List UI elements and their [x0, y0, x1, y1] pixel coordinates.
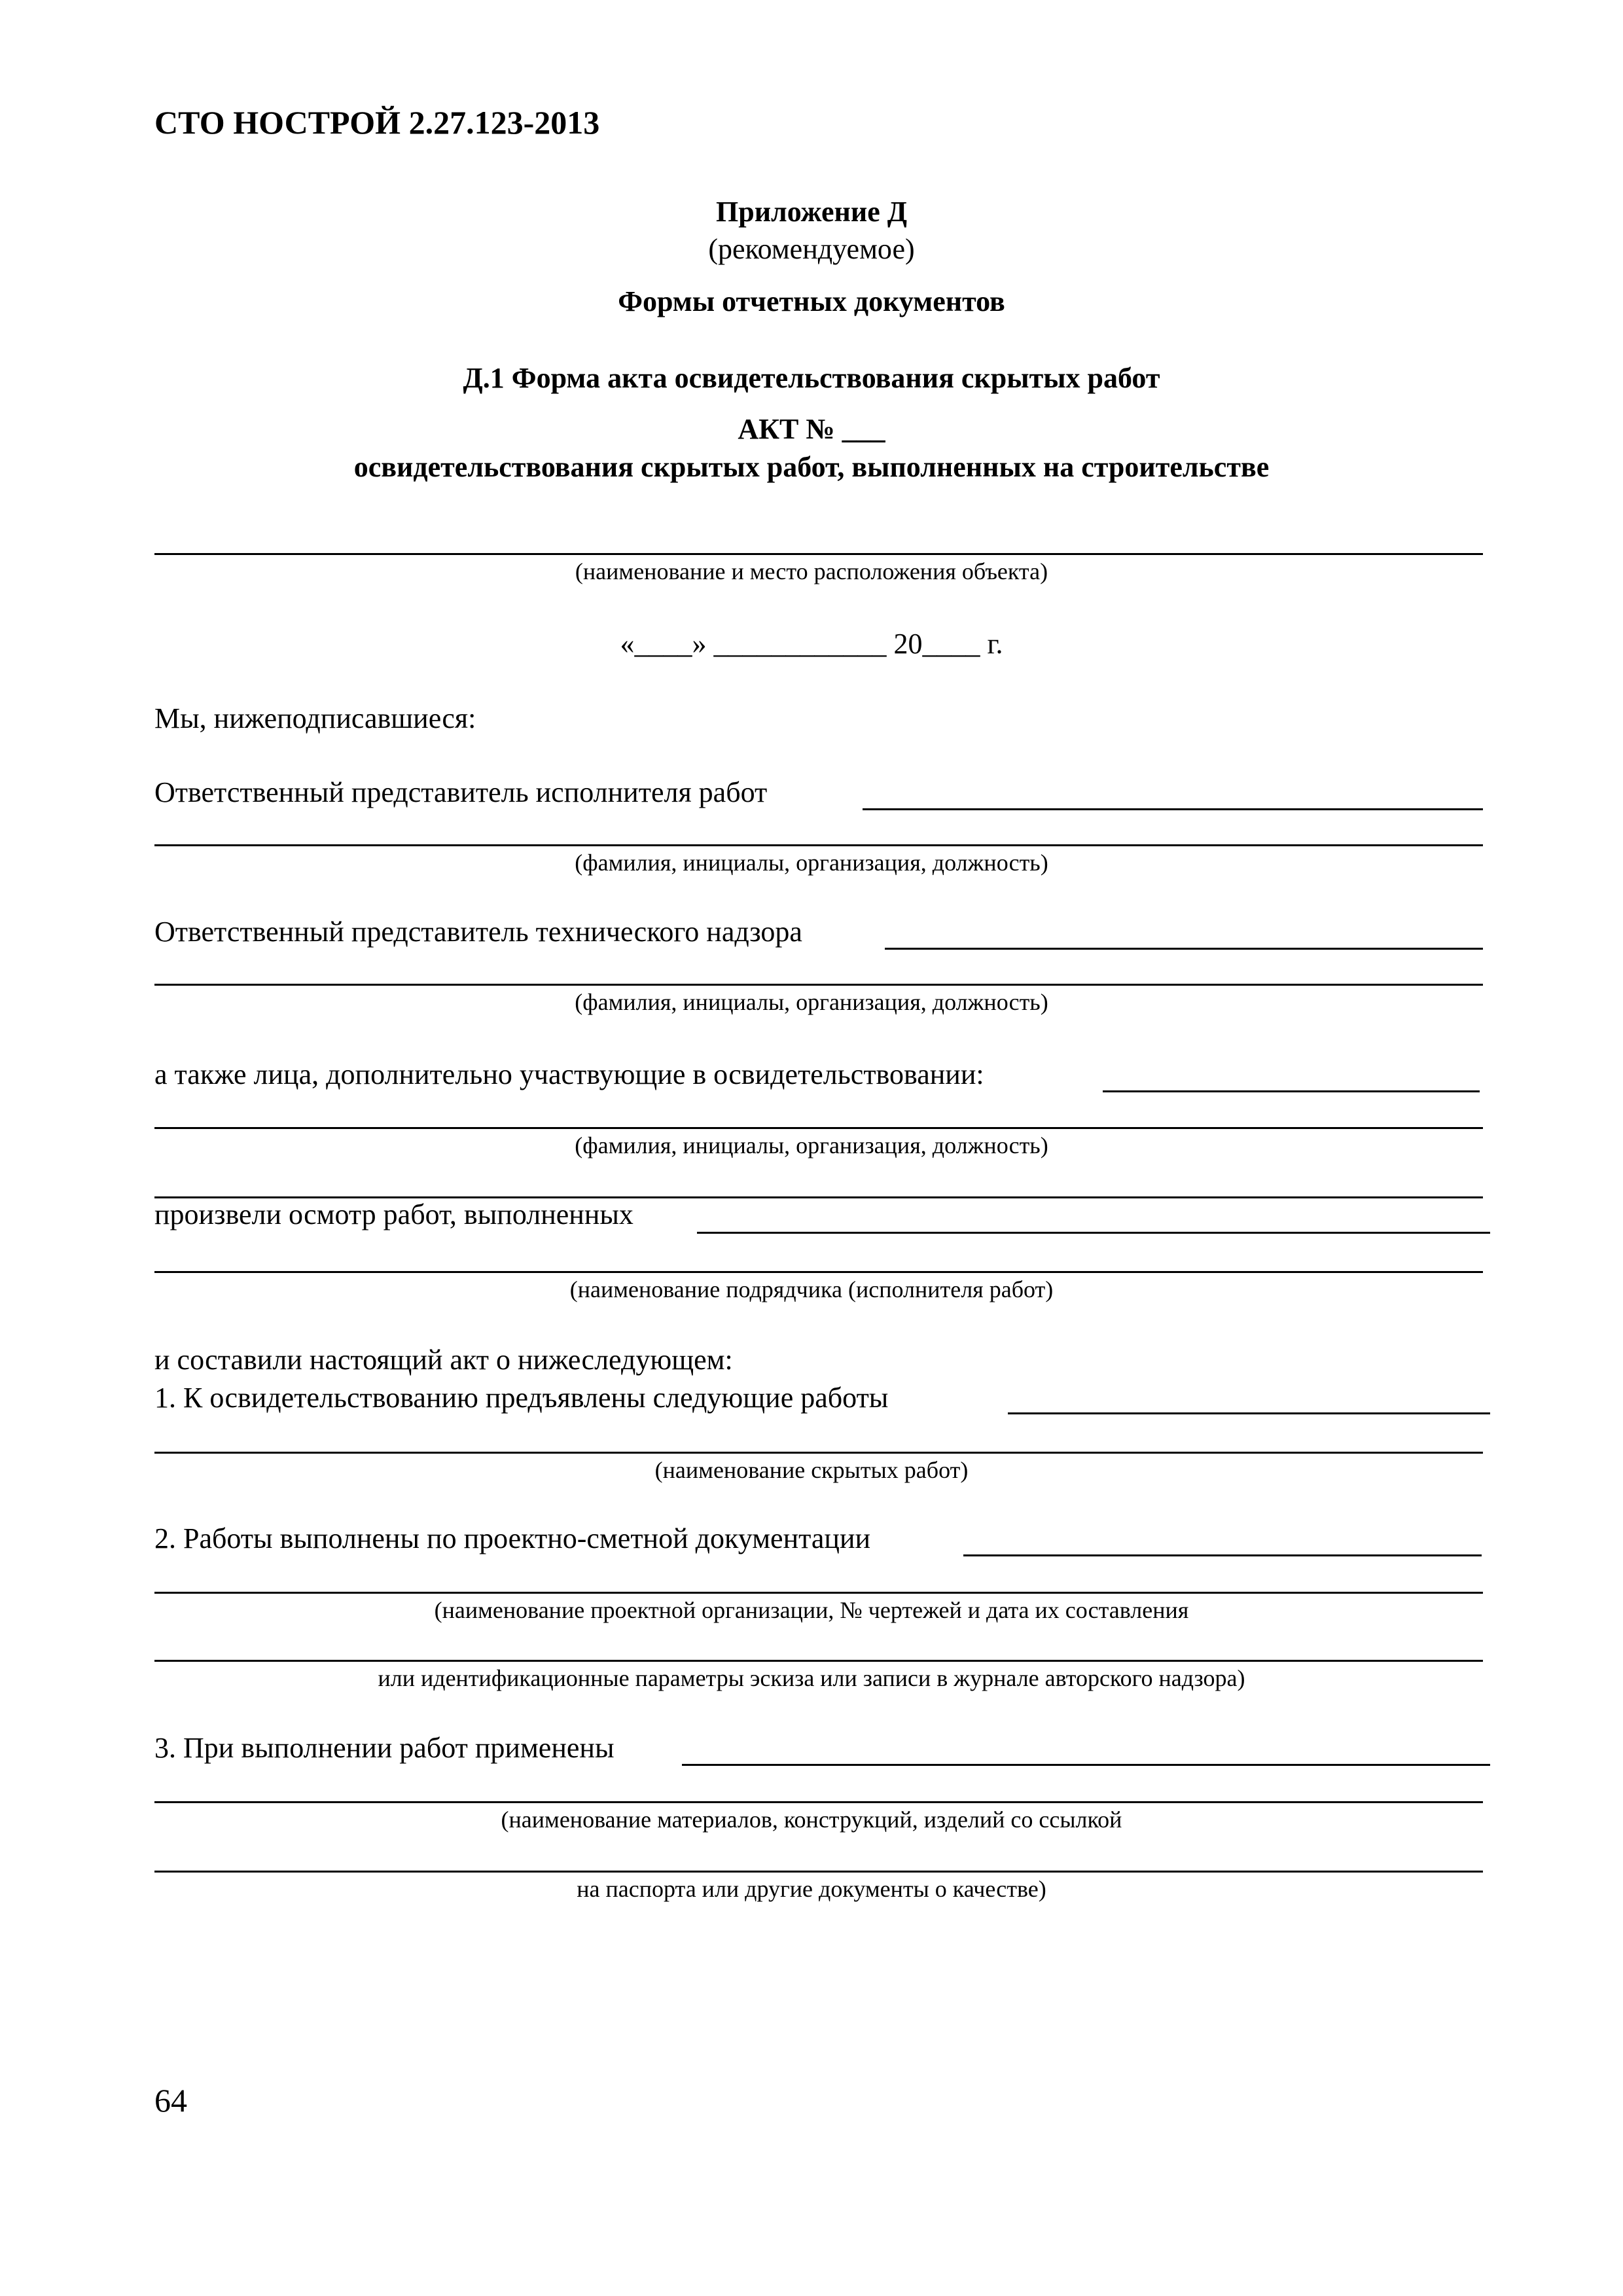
- item3-caption-1: (наименование материалов, конструкций, изделий со ссылкой: [501, 1806, 1122, 1833]
- item1-field-line[interactable]: [1008, 1412, 1490, 1414]
- others-field-line[interactable]: [1103, 1090, 1480, 1092]
- section-title: Формы отчетных документов: [618, 285, 1005, 317]
- act-subtitle: освидетельствования скрытых работ, выполненных на строительстве: [353, 451, 1270, 483]
- appendix-title: Приложение Д: [716, 196, 907, 228]
- intro-text: Мы, нижеподписавшиеся:: [154, 702, 476, 734]
- item3-caption-2: на паспорта или другие документы о качестве): [577, 1876, 1046, 1902]
- item3-field-line-2[interactable]: [154, 1801, 1483, 1803]
- appendix-subtitle: (рекомендуемое): [708, 233, 915, 265]
- contractor-rep-field-line-2[interactable]: [154, 844, 1483, 846]
- compiled-text: и составили настоящий акт о нижеследующем:: [154, 1344, 733, 1376]
- item2-caption-1: (наименование проектной организации, № чертежей и дата их составления: [434, 1597, 1189, 1623]
- form-heading: Д.1 Форма акта освидетельствования скрытых работ: [463, 362, 1160, 394]
- inspected-field-line-2[interactable]: [154, 1271, 1483, 1273]
- item3-label: 3. При выполнении работ применены: [154, 1732, 615, 1764]
- inspected-label: произвели осмотр работ, выполненных: [154, 1198, 633, 1230]
- object-field-line[interactable]: [154, 553, 1483, 555]
- item1-caption: (наименование скрытых работ): [654, 1457, 969, 1483]
- object-caption: (наименование и место расположения объекта): [575, 558, 1048, 584]
- contractor-caption: (наименование подрядчика (исполнителя работ): [569, 1276, 1054, 1302]
- others-label: а также лица, дополнительно участвующие в освидетельствовании:: [154, 1058, 984, 1090]
- document-code: СТО НОСТРОЙ 2.27.123-2013: [154, 104, 600, 141]
- item3-field-line-3[interactable]: [154, 1871, 1483, 1873]
- page-number: 64: [154, 2082, 187, 2119]
- date-line: «____» ____________ 20____ г.: [620, 628, 1003, 660]
- contractor-rep-label: Ответственный представитель исполнителя работ: [154, 776, 768, 808]
- inspected-field-line[interactable]: [697, 1232, 1490, 1234]
- person-caption-3: (фамилия, инициалы, организация, должность): [575, 1132, 1048, 1158]
- supervisor-rep-field-line[interactable]: [885, 948, 1483, 950]
- person-caption-1: (фамилия, инициалы, организация, должность): [575, 850, 1048, 876]
- item2-field-line-2[interactable]: [154, 1592, 1483, 1594]
- item2-field-line-3[interactable]: [154, 1660, 1483, 1662]
- item1-field-line-2[interactable]: [154, 1452, 1483, 1454]
- item2-field-line[interactable]: [963, 1554, 1482, 1556]
- supervisor-rep-field-line-2[interactable]: [154, 984, 1483, 986]
- item2-label: 2. Работы выполнены по проектно-сметной документации: [154, 1522, 871, 1554]
- others-field-line-2[interactable]: [154, 1127, 1483, 1129]
- supervisor-rep-label: Ответственный представитель технического надзора: [154, 916, 802, 948]
- item3-field-line[interactable]: [682, 1764, 1490, 1766]
- person-caption-2: (фамилия, инициалы, организация, должность): [575, 989, 1048, 1015]
- item1-label: 1. К освидетельствованию предъявлены следующие работы: [154, 1382, 889, 1414]
- contractor-rep-field-line[interactable]: [863, 808, 1483, 810]
- act-title: АКТ № ___: [738, 413, 885, 445]
- item2-caption-2: или идентификационные параметры эскиза или записи в журнале авторского надзора): [378, 1665, 1245, 1691]
